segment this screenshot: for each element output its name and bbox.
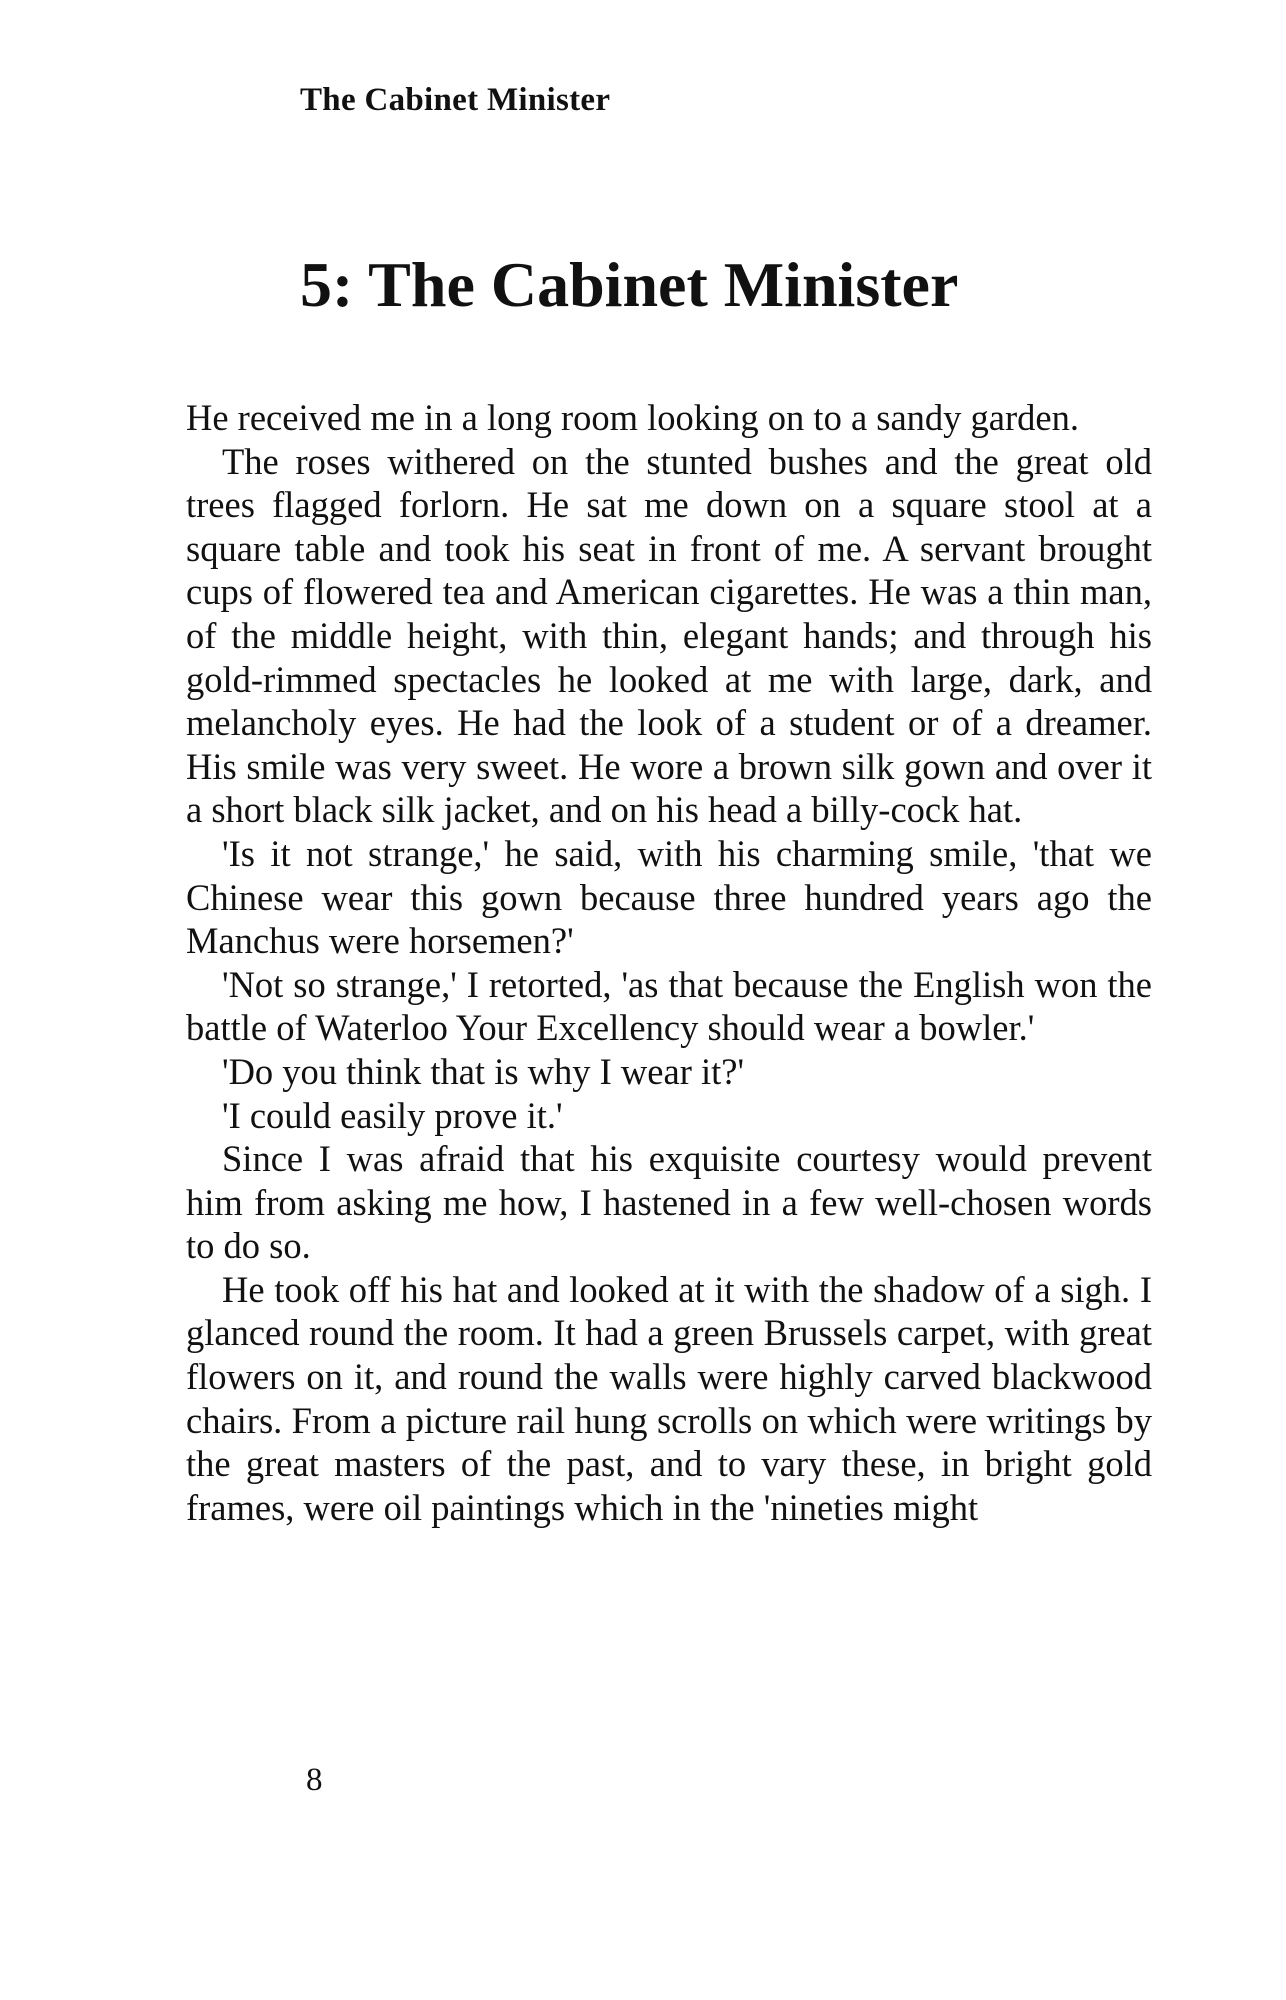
paragraph: The roses withered on the stunted bushes and the great old trees flagged forlorn. He sat me down on a square stool at a square table and took his seat in front of me. A servant brought cups of flowered tea and American cigarettes. He was a thin man, of the middle height, with thin, elegant hands; and through his gold-rimmed spectacles he looked at me with large, dark, and melancholy eyes. He had the look of a student or of a dreamer. His smile was very sweet. He wore a brown silk gown and over it a short black silk jacket, and on his head a billy-cock hat. xyxy=(186,440,1152,831)
paragraph: He received me in a long room looking on to a sandy garden. xyxy=(186,397,1079,438)
body-text xyxy=(186,396,1152,1529)
paragraph: 'Not so strange,' I retorted, 'as that because the English won the battle of Waterloo Your Excellency should wear a bowler.' xyxy=(186,963,1152,1049)
paragraph: 'I could easily prove it.' xyxy=(222,1094,563,1136)
page-number: 8 xyxy=(306,1762,323,1798)
paragraph: He took off his hat and looked at it with the shadow of a sigh. I glanced round the room. It had a green Brussels carpet, with great flowers on it, and round the walls were highly carved blackwood chairs. From a picture rail hung scrolls on which were writings by the great masters of the past, and to vary these, in bright gold frames, were oil paintings which in the 'nineties might xyxy=(186,1268,1152,1528)
paragraph: 'Is it not strange,' he said, with his charming smile, 'that we Chinese wear this gown because three hundred years ago the Manchus were horsemen?' xyxy=(186,832,1152,962)
paragraph: 'Do you think that is why I wear it?' xyxy=(222,1050,745,1092)
chapter-title: 5: The Cabinet Minister xyxy=(300,249,959,320)
running-head: The Cabinet Minister xyxy=(300,82,611,118)
paragraph: Since I was afraid that his exquisite courtesy would prevent him from asking me how, I hastened in a few well-chosen words to do so. xyxy=(186,1138,1152,1267)
